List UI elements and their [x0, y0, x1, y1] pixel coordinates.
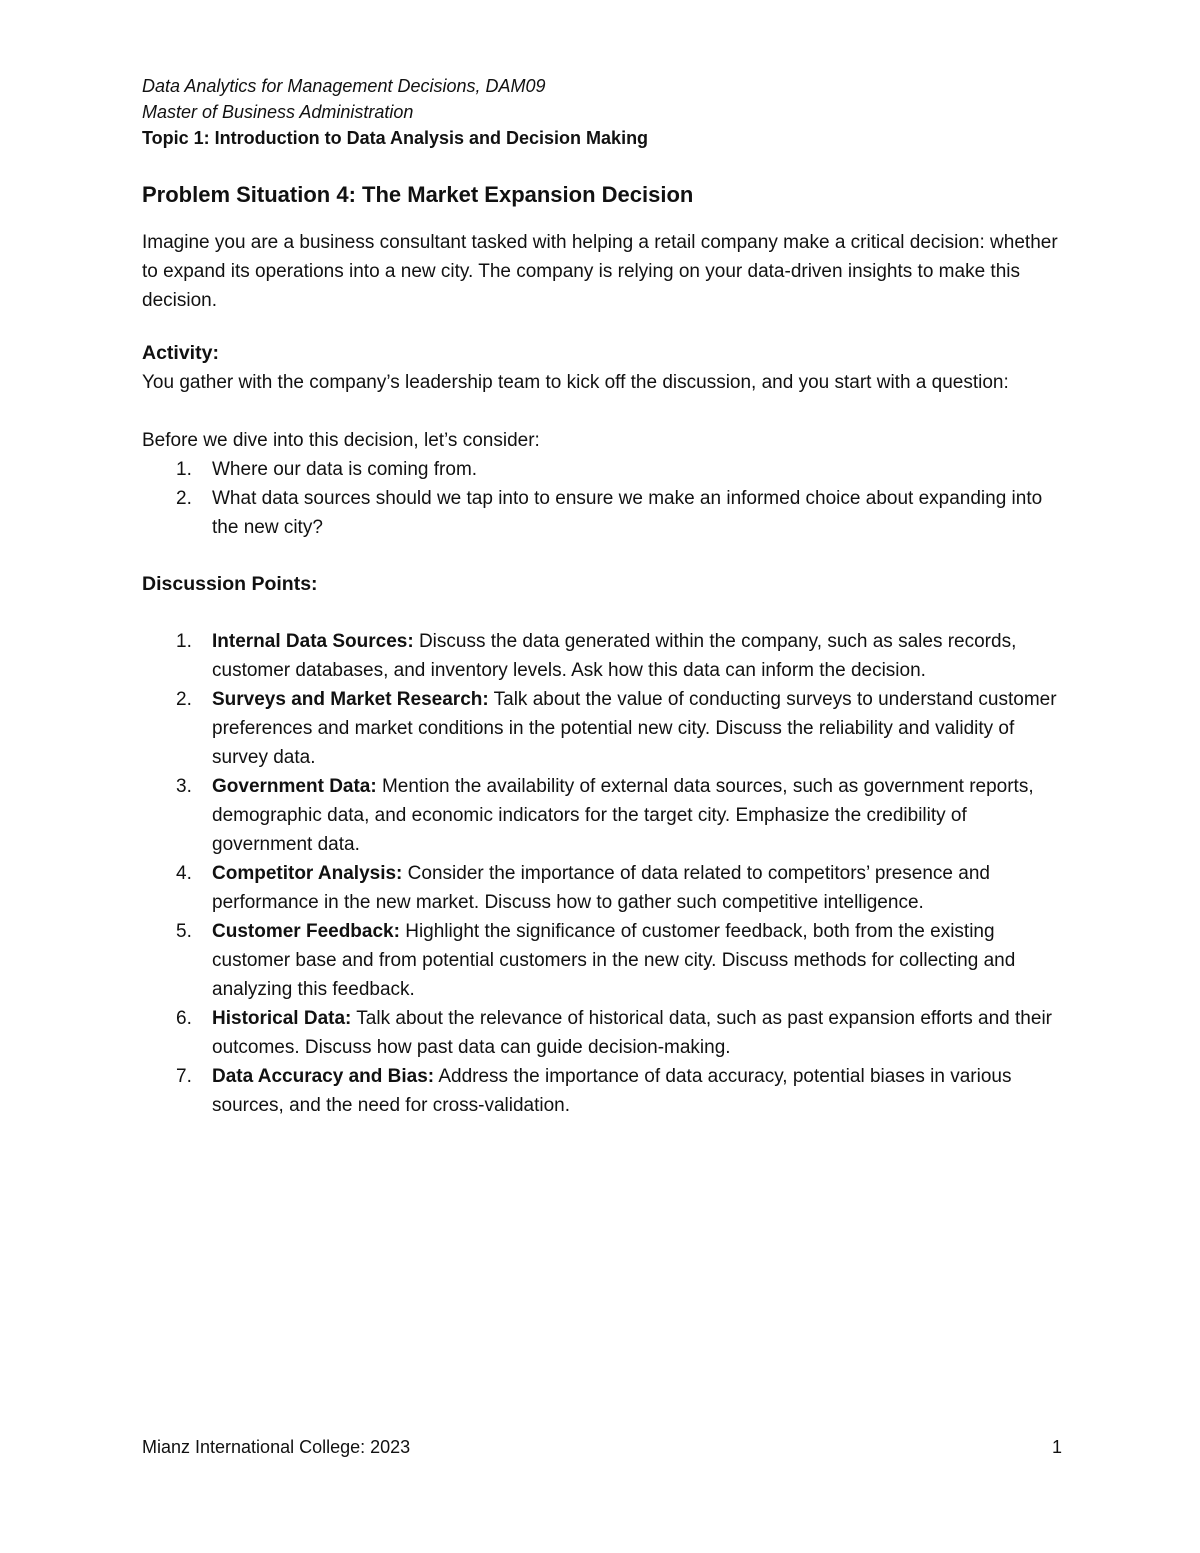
footer-college: Mianz International College: 2023	[142, 1437, 411, 1457]
list-item	[142, 1004, 1062, 1062]
page-title: Problem Situation 4: The Market Expansion Decision	[142, 182, 694, 207]
list-item-text: Talk about the value of conducting surveys to understand customer preferences and market conditions in the potential new city. Discuss the reliability and validity of survey data.	[212, 689, 1057, 768]
page-header	[142, 73, 1062, 151]
list-item	[142, 917, 1062, 1004]
topic-title: Topic 1: Introduction to Data Analysis and Decision Making	[142, 128, 649, 148]
list-item	[142, 627, 1062, 685]
list-item	[142, 859, 1062, 917]
list-item-text: Talk about the relevance of historical data, such as past expansion efforts and their outcomes. Discuss how past data can guide decision-making.	[212, 1008, 1052, 1058]
list-item-term: Historical Data:	[212, 1008, 352, 1029]
activity-lead: Before we dive into this decision, let’s consider:	[142, 430, 540, 451]
discussion-list	[142, 627, 1062, 1120]
intro-paragraph: Imagine you are a business consultant tasked with helping a retail company make a critical decision: whether to expand its operations into a new city. The company is relying on your data-driven insights to make this decision.	[142, 232, 1058, 311]
list-number: 6.	[176, 1008, 192, 1029]
list-item-text: Where our data is coming from.	[212, 459, 478, 480]
list-number: 3.	[176, 776, 192, 797]
list-number: 4.	[176, 863, 192, 884]
list-item-text: Discuss the data generated within the company, such as sales records, customer databases, and inventory levels. Ask how this data can inform the decision.	[212, 631, 1017, 681]
list-item	[142, 685, 1062, 772]
list-item-text: Mention the availability of external data sources, such as government reports, demographic data, and economic indicators for the target city. Emphasize the credibility of government data.	[212, 776, 1034, 855]
list-item-term: Internal Data Sources:	[212, 631, 414, 652]
list-item	[142, 455, 1062, 484]
consider-list	[142, 455, 1062, 542]
list-number: 2.	[176, 488, 192, 509]
list-number: 5.	[176, 921, 192, 942]
course-name: Data Analytics for Management Decisions, DAM09	[142, 76, 546, 96]
list-item-term: Data Accuracy and Bias:	[212, 1066, 435, 1087]
activity-heading: Activity:	[142, 342, 219, 364]
list-item-text: Highlight the significance of customer feedback, both from the existing customer base and from potential customers in the new city. Discuss methods for collecting and analyzing this feedback.	[212, 921, 1016, 1000]
program-name: Master of Business Administration	[142, 102, 414, 122]
list-item-text: What data sources should we tap into to ensure we make an informed choice about expanding into the new city?	[212, 488, 1043, 538]
list-number: 1.	[176, 459, 192, 480]
list-item-term: Customer Feedback:	[212, 921, 400, 942]
page-number: 1	[1051, 1437, 1062, 1457]
discussion-heading: Discussion Points:	[142, 573, 318, 595]
list-item-term: Government Data:	[212, 776, 377, 797]
list-item	[142, 484, 1062, 542]
list-item	[142, 1062, 1062, 1120]
list-number: 2.	[176, 689, 192, 710]
list-item-text: Address the importance of data accuracy, potential biases in various sources, and the need for cross-validation.	[212, 1066, 1012, 1116]
activity-text: You gather with the company’s leadership team to kick off the discussion, and you start with a question:	[142, 372, 1009, 393]
list-item-text: Consider the importance of data related to competitors’ presence and performance in the new market. Discuss how to gather such competitive intelligence.	[212, 863, 990, 913]
main-content	[142, 178, 1062, 1120]
list-item-term: Surveys and Market Research:	[212, 689, 489, 710]
list-number: 1.	[176, 631, 192, 652]
list-item-term: Competitor Analysis:	[212, 863, 403, 884]
list-item	[142, 772, 1062, 859]
list-number: 7.	[176, 1066, 192, 1087]
